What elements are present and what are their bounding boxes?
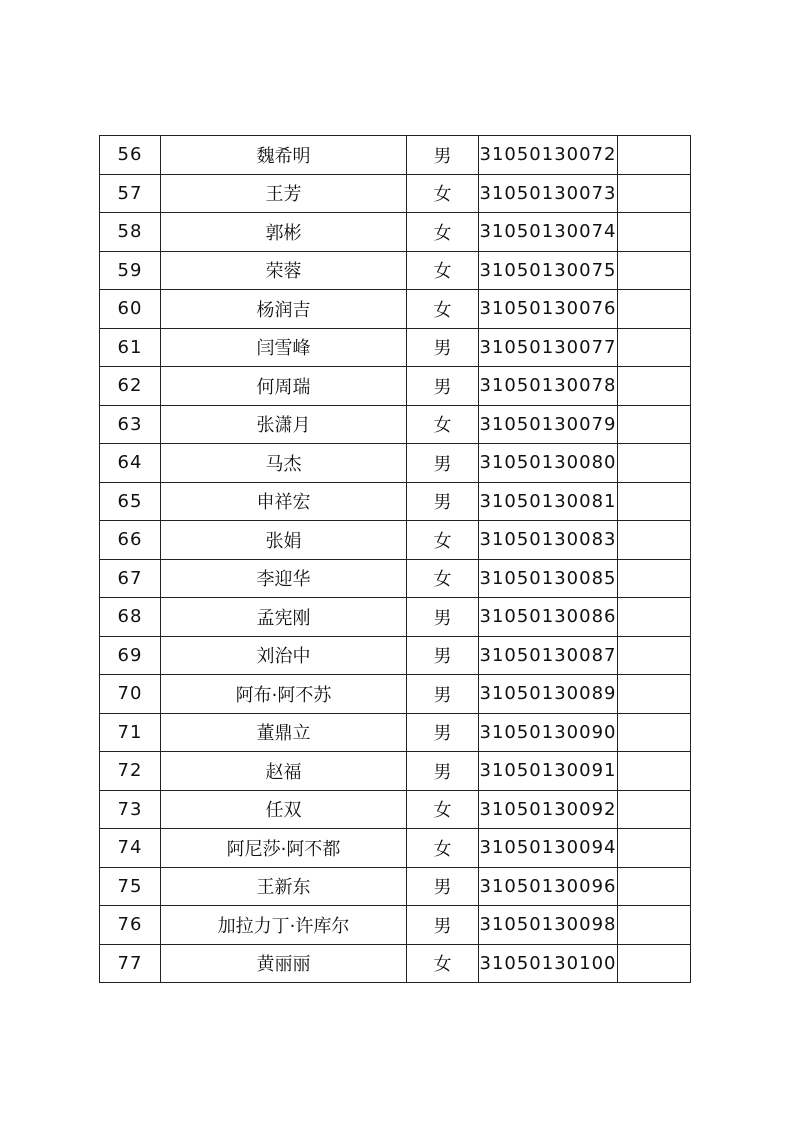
gender-cell: 女 — [407, 790, 479, 829]
note-cell — [618, 906, 691, 945]
gender-cell: 男 — [407, 444, 479, 483]
table-row — [100, 290, 691, 329]
table-row — [100, 559, 691, 598]
note-cell — [618, 713, 691, 752]
row-number-cell: 56 — [100, 136, 161, 175]
name-cell: 郭彬 — [161, 213, 407, 252]
id-number-cell: 31050130096 — [479, 867, 618, 906]
note-cell — [618, 444, 691, 483]
row-number-cell: 60 — [100, 290, 161, 329]
note-cell — [618, 598, 691, 637]
gender-cell: 女 — [407, 405, 479, 444]
table-row — [100, 752, 691, 791]
table-row — [100, 444, 691, 483]
note-cell — [618, 213, 691, 252]
gender-cell: 男 — [407, 482, 479, 521]
table-row — [100, 944, 691, 983]
note-cell — [618, 675, 691, 714]
id-number-cell: 31050130075 — [479, 251, 618, 290]
gender-cell: 男 — [407, 136, 479, 175]
name-cell: 魏希明 — [161, 136, 407, 175]
row-number-cell: 69 — [100, 636, 161, 675]
note-cell — [618, 829, 691, 868]
note-cell — [618, 790, 691, 829]
note-cell — [618, 136, 691, 175]
id-number-cell: 31050130077 — [479, 328, 618, 367]
note-cell — [618, 944, 691, 983]
table-row — [100, 367, 691, 406]
gender-cell: 女 — [407, 559, 479, 598]
note-cell — [618, 559, 691, 598]
table-row — [100, 867, 691, 906]
name-cell: 任双 — [161, 790, 407, 829]
id-number-cell: 31050130072 — [479, 136, 618, 175]
row-number-cell: 59 — [100, 251, 161, 290]
row-number-cell: 73 — [100, 790, 161, 829]
id-number-cell: 31050130086 — [479, 598, 618, 637]
table-row — [100, 174, 691, 213]
name-cell: 李迎华 — [161, 559, 407, 598]
id-number-cell: 31050130085 — [479, 559, 618, 598]
table-row — [100, 482, 691, 521]
row-number-cell: 66 — [100, 521, 161, 560]
id-number-cell: 31050130078 — [479, 367, 618, 406]
row-number-cell: 64 — [100, 444, 161, 483]
table-row — [100, 906, 691, 945]
name-cell: 何周瑞 — [161, 367, 407, 406]
name-cell: 马杰 — [161, 444, 407, 483]
name-cell: 杨润吉 — [161, 290, 407, 329]
table-row — [100, 790, 691, 829]
id-number-cell: 31050130094 — [479, 829, 618, 868]
id-number-cell: 31050130080 — [479, 444, 618, 483]
id-number-cell: 31050130073 — [479, 174, 618, 213]
note-cell — [618, 521, 691, 560]
note-cell — [618, 482, 691, 521]
table-row — [100, 829, 691, 868]
gender-cell: 女 — [407, 944, 479, 983]
name-cell: 申祥宏 — [161, 482, 407, 521]
table-row — [100, 713, 691, 752]
id-number-cell: 31050130081 — [479, 482, 618, 521]
name-cell: 阿尼莎·阿不都 — [161, 829, 407, 868]
gender-cell: 男 — [407, 367, 479, 406]
note-cell — [618, 290, 691, 329]
name-cell: 闫雪峰 — [161, 328, 407, 367]
name-cell: 荣蓉 — [161, 251, 407, 290]
row-number-cell: 74 — [100, 829, 161, 868]
id-number-cell: 31050130090 — [479, 713, 618, 752]
name-cell: 刘治中 — [161, 636, 407, 675]
note-cell — [618, 636, 691, 675]
gender-cell: 男 — [407, 867, 479, 906]
row-number-cell: 68 — [100, 598, 161, 637]
gender-cell: 男 — [407, 752, 479, 791]
note-cell — [618, 174, 691, 213]
gender-cell: 男 — [407, 713, 479, 752]
row-number-cell: 63 — [100, 405, 161, 444]
name-cell: 赵福 — [161, 752, 407, 791]
table-row — [100, 675, 691, 714]
note-cell — [618, 328, 691, 367]
roster-table-body — [100, 136, 691, 983]
id-number-cell: 31050130098 — [479, 906, 618, 945]
note-cell — [618, 752, 691, 791]
name-cell: 加拉力丁·许库尔 — [161, 906, 407, 945]
table-row — [100, 251, 691, 290]
name-cell: 阿布·阿不苏 — [161, 675, 407, 714]
name-cell: 张潇月 — [161, 405, 407, 444]
table-row — [100, 328, 691, 367]
row-number-cell: 76 — [100, 906, 161, 945]
row-number-cell: 75 — [100, 867, 161, 906]
row-number-cell: 71 — [100, 713, 161, 752]
note-cell — [618, 405, 691, 444]
gender-cell: 女 — [407, 290, 479, 329]
id-number-cell: 31050130092 — [479, 790, 618, 829]
id-number-cell: 31050130087 — [479, 636, 618, 675]
id-number-cell: 31050130089 — [479, 675, 618, 714]
table-row — [100, 213, 691, 252]
id-number-cell: 31050130083 — [479, 521, 618, 560]
row-number-cell: 72 — [100, 752, 161, 791]
note-cell — [618, 251, 691, 290]
id-number-cell: 31050130076 — [479, 290, 618, 329]
gender-cell: 女 — [407, 829, 479, 868]
gender-cell: 男 — [407, 328, 479, 367]
note-cell — [618, 867, 691, 906]
id-number-cell: 31050130074 — [479, 213, 618, 252]
gender-cell: 男 — [407, 675, 479, 714]
row-number-cell: 77 — [100, 944, 161, 983]
gender-cell: 女 — [407, 213, 479, 252]
id-number-cell: 31050130079 — [479, 405, 618, 444]
id-number-cell: 31050130091 — [479, 752, 618, 791]
roster-table — [99, 135, 691, 983]
name-cell: 黄丽丽 — [161, 944, 407, 983]
gender-cell: 男 — [407, 636, 479, 675]
table-row — [100, 405, 691, 444]
table-row — [100, 636, 691, 675]
row-number-cell: 67 — [100, 559, 161, 598]
id-number-cell: 31050130100 — [479, 944, 618, 983]
row-number-cell: 58 — [100, 213, 161, 252]
table-row — [100, 521, 691, 560]
name-cell: 董鼎立 — [161, 713, 407, 752]
gender-cell: 男 — [407, 598, 479, 637]
name-cell: 王芳 — [161, 174, 407, 213]
gender-cell: 女 — [407, 174, 479, 213]
row-number-cell: 65 — [100, 482, 161, 521]
gender-cell: 男 — [407, 906, 479, 945]
gender-cell: 女 — [407, 251, 479, 290]
table-row — [100, 598, 691, 637]
table-row — [100, 136, 691, 175]
row-number-cell: 70 — [100, 675, 161, 714]
note-cell — [618, 367, 691, 406]
row-number-cell: 62 — [100, 367, 161, 406]
name-cell: 王新东 — [161, 867, 407, 906]
gender-cell: 女 — [407, 521, 479, 560]
row-number-cell: 61 — [100, 328, 161, 367]
name-cell: 孟宪刚 — [161, 598, 407, 637]
row-number-cell: 57 — [100, 174, 161, 213]
name-cell: 张娟 — [161, 521, 407, 560]
